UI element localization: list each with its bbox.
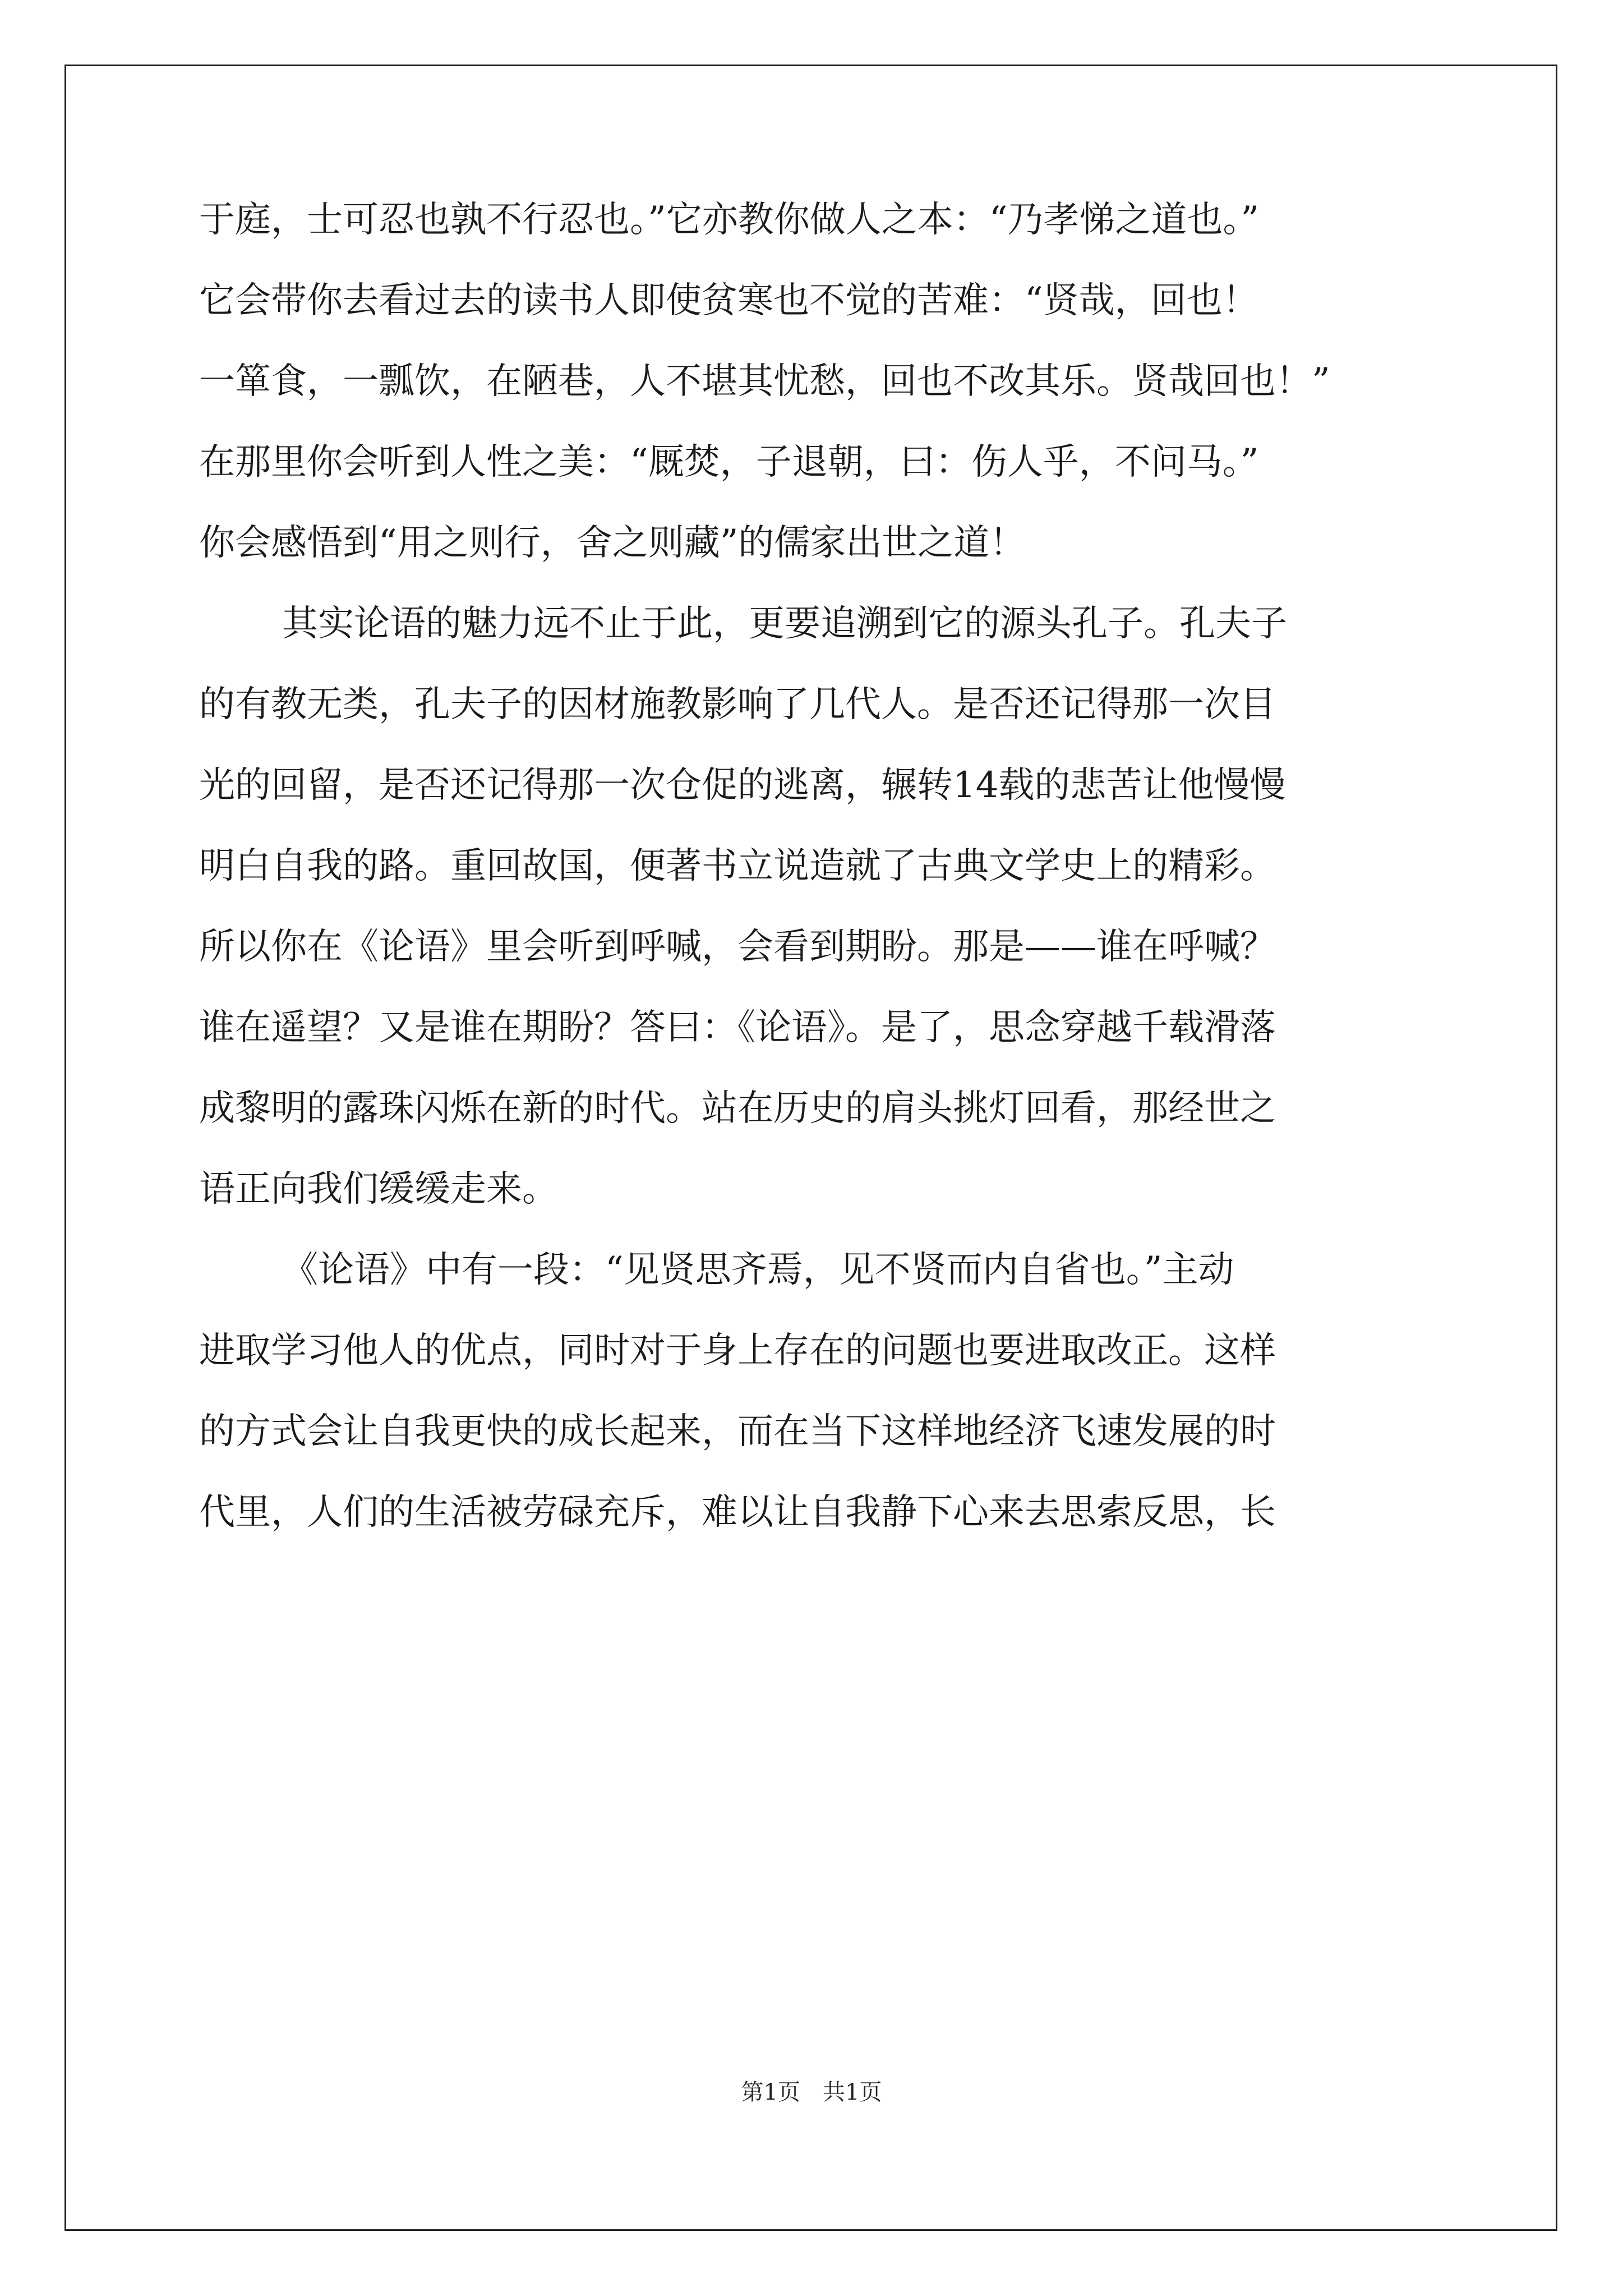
text-line: 成黎明的露珠闪烁在新的时代。站在历史的肩头挑灯回看，那经世之 <box>199 1088 1276 1129</box>
text-line: 谁在遥望？又是谁在期盼？答曰：《论语》。是了，思念穿越千载滑落 <box>199 1007 1276 1048</box>
page-footer <box>0 2076 1623 2109</box>
text-line: 在那里你会听到人性之美：“厩焚，子退朝，曰：伤人乎，不问马。” <box>199 441 1259 483</box>
paragraph-start-line: 《论语》中有一段：“见贤思齐焉，见不贤而内自省也。”主动 <box>282 1249 1234 1291</box>
text-line: 语正向我们缓缓走来。 <box>199 1168 558 1210</box>
text-line: 明白自我的路。重回故国，便著书立说造就了古典文学史上的精彩。 <box>199 845 1276 887</box>
text-line: 的方式会让自我更快的成长起来，而在当下这样地经济飞速发展的时 <box>199 1411 1276 1452</box>
text-line: 光的回留，是否还记得那一次仓促的逃离，辗转14载的悲苦让他慢慢 <box>199 765 1286 806</box>
paragraph-start-line: 其实论语的魅力远不止于此，更要追溯到它的源头孔子。孔夫子 <box>282 603 1287 645</box>
text-line: 所以你在《论语》里会听到呼喊，会看到期盼。那是——谁在呼喊？ <box>199 926 1276 968</box>
document-body <box>199 180 1422 1553</box>
text-line: 代里，人们的生活被劳碌充斥，难以让自我静下心来去思索反思，长 <box>199 1492 1276 1533</box>
text-line: 进取学习他人的优点，同时对于身上存在的问题也要进取改正。这样 <box>199 1330 1276 1372</box>
text-line: 的有教无类，孔夫子的因材施教影响了几代人。是否还记得那一次目 <box>199 684 1276 725</box>
page-number: 第1页 <box>741 2079 800 2105</box>
total-pages: 共1页 <box>823 2079 882 2105</box>
text-line: 于庭，士可忍也孰不行忍也。”它亦教你做人之本：“乃孝悌之道也。” <box>199 199 1260 241</box>
text-line: 你会感悟到“用之则行，舍之则藏”的儒家出世之道！ <box>199 522 1026 564</box>
text-line: 一箪食，一瓢饮，在陋巷，人不堪其忧愁，回也不改其乐。贤哉回也！” <box>199 361 1330 402</box>
text-line: 它会带你去看过去的读书人即使贫寒也不觉的苦难：“贤哉，回也！ <box>199 280 1258 321</box>
